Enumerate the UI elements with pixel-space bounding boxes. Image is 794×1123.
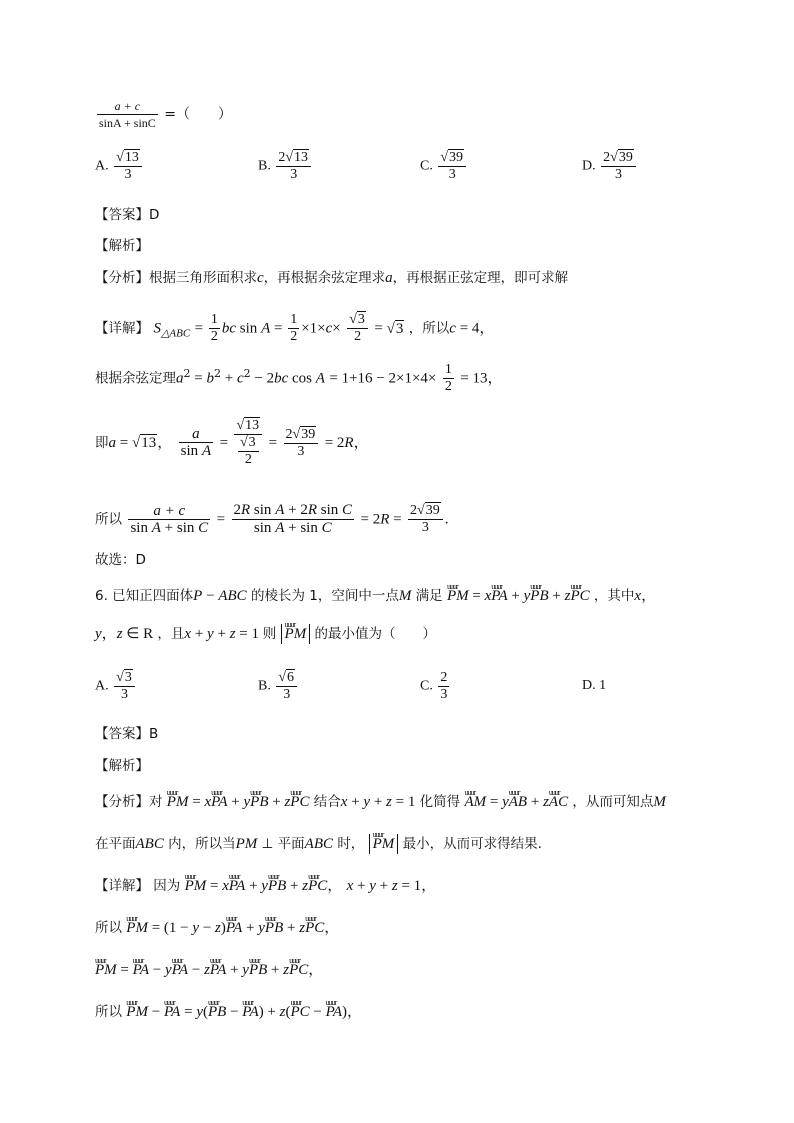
q6-line2b: 内，所以当 <box>168 836 236 852</box>
q5-cos-end: = 13， <box>460 370 503 387</box>
q5-fenxi-c: ，再根据正弦定理，即可求解 <box>392 270 569 286</box>
q5-option-b: B. $\frac{2√13}{3}$ <box>258 150 313 183</box>
q6-stem2: 的棱长为 1，空间中一点 <box>250 588 399 604</box>
q6-line2d: 时， <box>337 836 365 852</box>
q5-answer: 【答案】D <box>95 207 160 223</box>
q6-fenxi1: 【分析】对 <box>95 794 163 810</box>
q5-stem <box>95 98 232 131</box>
q5-suoyi-line: 所以 $\frac{a + c}{\text{sin A + sin C}}$ = $\frac{\text{2R sin A + 2R sin C}}{\text{sin A + sin C}}$ = 2R = $\frac{2√39}{3}$ . <box>95 502 449 536</box>
q6-option-b-label: B. <box>258 678 271 694</box>
q5-option-d-label: D. <box>582 158 596 174</box>
q5-fenxi: 【分析】根据三角形面积求c，再根据余弦定理求a，再根据正弦定理，即可求解 <box>95 270 569 286</box>
q5-option-d: D. $\frac{2√39}{3}$ <box>582 150 638 183</box>
q6-step1-suoyi: 所以 <box>95 920 122 936</box>
q6-option-b: B. $\frac{√6}{3}$ <box>258 670 299 703</box>
q6-line2e: 最小，从而可求得结果. <box>402 836 542 852</box>
q6-step2: uuur PM = uuur PA − yuuur PA − zuuur PA + yuuur PB + zuuur PC， <box>95 960 323 980</box>
q5-option-b-coef: 2 <box>278 150 286 165</box>
q6-stem7: 的最小值为（ ） <box>314 626 437 642</box>
q5-option-b-rad: 13 <box>294 150 309 165</box>
q5-stem-num: a + c <box>97 98 158 115</box>
q6-fenxi4: ，从而可知点 <box>572 794 654 810</box>
q5-stem-fraction <box>97 98 158 131</box>
q5-option-c-den: 3 <box>448 167 456 182</box>
q5-option-c-rad: 39 <box>449 150 464 165</box>
q5-ji-line: 即a = √13， $\frac{a}{\text{sin A}}$ = $\frac{√13}{\frac{√3}{2}}$ = $\frac{2√39}{3}$ = 2R， <box>95 418 369 467</box>
q5-cos-lead: 根据余弦定理 <box>95 370 176 387</box>
q6-fenxi-line1: 【分析】对 uuur PM = xuuur PA + yuuur PB + zuuur PC 结合x + y + z = 1 化简得 uuur AM = yuuur AB + zuuur AC ，从而可知点M <box>95 792 666 812</box>
q6-stem6: 则 <box>262 626 277 642</box>
q6-line2c: ⊥ 平面 <box>261 836 305 852</box>
q6-option-a-label: A. <box>95 678 109 694</box>
q6-line2a: 在平面 <box>95 836 136 852</box>
q6-step3-suoyi: 所以 <box>95 1004 122 1020</box>
q6-fenxi2: 结合 <box>313 794 341 810</box>
q6-stem1: 6. 已知正四面体 <box>95 588 194 604</box>
q5-option-b-den: 3 <box>290 167 298 182</box>
q6-step3: 所以 uuur PM − uuur PA = y(uuur PB − uuur PA) + z(uuur PC − uuur PA)， <box>95 1002 362 1022</box>
q5-option-c-label: C. <box>420 158 433 174</box>
q5-ji: 即 <box>95 435 109 451</box>
q5-stem-den: sinA + sinC <box>99 116 156 130</box>
q5-fenxi-b: ，再根据余弦定理求 <box>263 270 386 286</box>
q6-option-c: C. $\frac{2}{3}$ <box>420 670 448 702</box>
q5-fenxi-a: 【分析】根据三角形面积求 <box>95 270 257 286</box>
q6-answer: 【答案】B <box>95 726 159 742</box>
q6-stem5: ，且 <box>157 626 185 642</box>
q6-fenxi3: 化简得 <box>419 794 461 810</box>
q5-option-a-den: 3 <box>124 167 132 182</box>
q5-stem-tail: =（ ） <box>164 106 232 123</box>
q5-option-a-rad: 13 <box>124 150 139 165</box>
q5-option-a: A. $\frac{√13}{3}$ <box>95 150 144 183</box>
q6-stem3: 满足 <box>415 588 443 604</box>
q6-xiangjie: 【详解】 因为 uuur PM = xuuur PA + yuuur PB + zuuur PC， x + y + z = 1， <box>95 876 436 896</box>
q6-fenxi-line2: 在平面ABC 内，所以当PM ⊥ 平面ABC 时， uuur PM 最小，从而可求得结果. <box>95 834 542 854</box>
q5-option-d-coef: 2 <box>603 150 611 165</box>
q5-option-d-den: 3 <box>614 167 622 182</box>
q5-suoyi: 所以 <box>95 511 122 528</box>
q5-cosine-line: 根据余弦定理$a^2 = b^2 + c^2 - 2bc$ cos A = 1+16 − 2×1×4× $\frac{1}{2}$ = 13， <box>95 362 503 394</box>
q6-option-a: A. $\frac{√3}{3}$ <box>95 670 137 703</box>
q5-guxuan: 故选：D <box>95 552 146 568</box>
q6-step1: 所以 uuur PM = (1 − y − z)uuur PA + yuuur PB + zuuur PC， <box>95 918 339 938</box>
q5-option-c: C. $\frac{√39}{3}$ <box>420 150 468 183</box>
q5-option-a-label: A. <box>95 158 109 174</box>
q6-jiexi: 【解析】 <box>95 758 149 774</box>
q6-option-c-label: C. <box>420 678 433 694</box>
q5-option-b-label: B. <box>258 158 271 174</box>
q5-xiangjie-label: 【详解】 <box>95 320 149 337</box>
q5-cos-expr: = 1+16 − 2×1×4× <box>329 370 437 387</box>
q5-xiangjie: 【详解】 $S_{\triangle ABC}$ = $\frac{1}{2}$ bc sin A = $\frac{1}{2}$ ×1×c× $\frac{√3}{2}$ = √3 ，所以c = 4， <box>95 312 495 344</box>
q6-xj: 【详解】 因为 <box>95 878 181 894</box>
q5-xiangjie-tail: ，所以 <box>408 320 450 337</box>
q5-jiexi: 【解析】 <box>95 238 149 254</box>
q5-option-d-rad: 39 <box>618 150 633 165</box>
q6-stem-line1: 6. 已知正四面体P − ABC 的棱长为 1，空间中一点M 满足 uuur PM = xuuur PA + yuuur PB + zuuur PC ，其中x， <box>95 586 656 606</box>
q6-stem-line2: y，z ∈ R ，且x + y + z = 1 则 uuur PM 的最小值为（ ） <box>95 624 436 644</box>
q6-stem4: ，其中 <box>593 588 635 604</box>
q6-option-d: D. 1 <box>582 678 607 693</box>
